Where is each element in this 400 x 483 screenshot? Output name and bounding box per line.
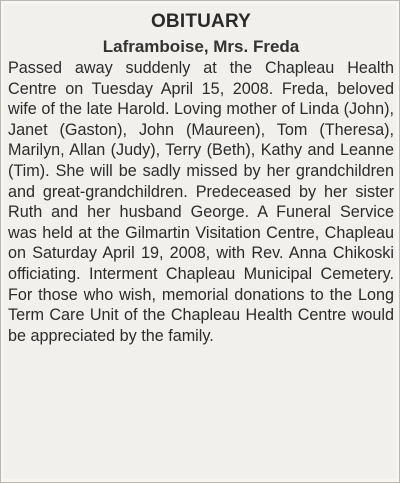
obituary-body-text: Passed away suddenly at the Chapleau Health Centre on Tuesday April 15, 2008. Freda, beloved wife of the late Harold. Loving mother of Linda (John), Janet (Gaston), John (Maureen), Tom (Theresa), Marilyn, Allan (Judy), Terry (Beth), Kathy and Leanne (Tim). She will be sadly missed by her grandchildren and great-grandchildren. Predeceased by her sister Ruth and her husband George. A Funeral Service was held at the Gilmartin Visitation Centre, Chapleau on Saturday April 19, 2008, with Rev. Anna Chikoski officiating. Interment Chapleau Municipal Cemetery. For those who wish, memorial donations to the Long Term Care Unit of the Chapleau Health Centre would be appreciated by the family.	[8, 59, 394, 345]
obituary-heading: OBITUARY	[150, 11, 252, 32]
deceased-name: Laframboise, Mrs. Freda	[102, 37, 300, 56]
